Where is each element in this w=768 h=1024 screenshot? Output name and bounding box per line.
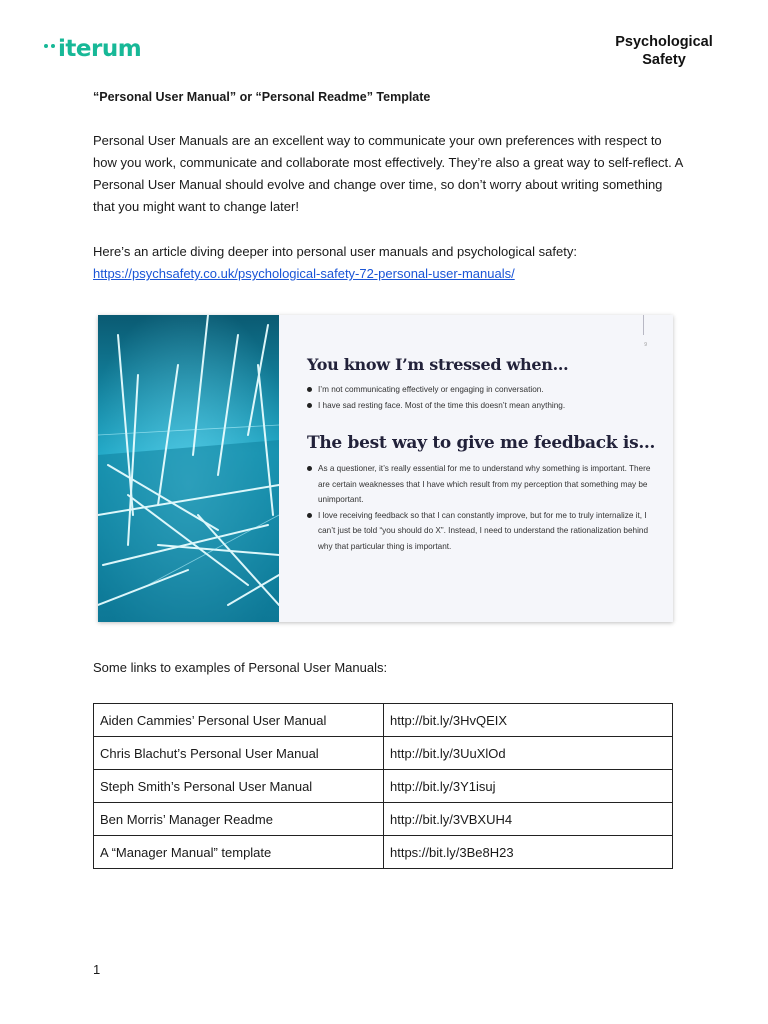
bullet-text: I have sad resting face. Most of the time this doesn’t mean anything. [318,400,566,410]
example-slide-image [98,315,673,622]
slide-heading-feedback: The best way to give me feedback is… [307,433,656,453]
slide-list-feedback [307,461,657,554]
table-row [94,737,673,770]
example-url-cell[interactable]: http://bit.ly/3HvQEIX [384,704,673,737]
slide-heading-stressed: You know I’m stressed when… [307,355,569,374]
header-title-line1: Psychological [615,34,713,50]
table-row [94,803,673,836]
example-name-cell: Ben Morris’ Manager Readme [94,803,384,836]
list-item [307,508,657,555]
bullet-icon [307,403,312,408]
list-item [307,398,657,414]
list-item [307,461,657,508]
bullet-text: I love receiving feedback so that I can constantly improve, but for me to truly internalize it, I can’t just be told “you should do X”. Instead, I need to understand the rationalization behind why that particular thing is important. [318,510,648,551]
examples-table [93,703,673,869]
article-text: Here’s an article diving deeper into personal user manuals and psychological safety: [93,244,577,259]
logo-text: iterum [58,36,142,62]
example-name-cell: A “Manager Manual” template [94,836,384,869]
example-url-cell[interactable]: http://bit.ly/3Y1isuj [384,770,673,803]
list-item [307,382,657,398]
bullet-text: I’m not communicating effectively or engaging in conversation. [318,385,544,394]
article-paragraph [93,241,683,285]
table-row [94,704,673,737]
table-row [94,770,673,803]
example-url-cell[interactable]: https://bit.ly/3Be8H23 [384,836,673,869]
examples-intro: Some links to examples of Personal User Manuals: [93,660,388,675]
example-url-cell[interactable]: http://bit.ly/3UuXlOd [384,737,673,770]
header-title-line2: Safety [642,52,686,68]
slide-content [307,355,657,554]
bullet-icon [307,466,312,471]
slide-page-number: 9 [644,342,647,348]
example-name-cell: Chris Blachut’s Personal User Manual [94,737,384,770]
article-link[interactable]: https://psychsafety.co.uk/psychological-safety-72-personal-user-manuals/ [93,266,515,281]
bullet-icon [307,387,312,392]
iterum-logo [44,36,141,62]
header-title [604,33,724,69]
example-url-cell[interactable]: http://bit.ly/3VBXUH4 [384,803,673,836]
table-row [94,836,673,869]
document-title: “Personal User Manual” or “Personal Readme” Template [93,90,431,104]
bullet-icon [307,513,312,518]
slide-list-stressed [307,382,657,413]
intro-paragraph: Personal User Manuals are an excellent way to communicate your own preferences with respect to how you work, communicate and collaborate most effectively. They’re also a great way to self-reflect. A Personal User Manual should evolve and change over time, so don’t worry about writing something that you might want to change later! [93,133,683,214]
logo-dots-icon [44,44,55,48]
example-name-cell: Aiden Cammies’ Personal User Manual [94,704,384,737]
slide-rule [643,315,644,335]
bullet-text: As a questioner, it’s really essential for me to understand why something is important. There are certain weaknesses that I have which result from my perception that something may be unimportant. [318,464,651,504]
example-name-cell: Steph Smith’s Personal User Manual [94,770,384,803]
neon-lights-photo [98,315,279,622]
page-number: 1 [93,962,101,977]
